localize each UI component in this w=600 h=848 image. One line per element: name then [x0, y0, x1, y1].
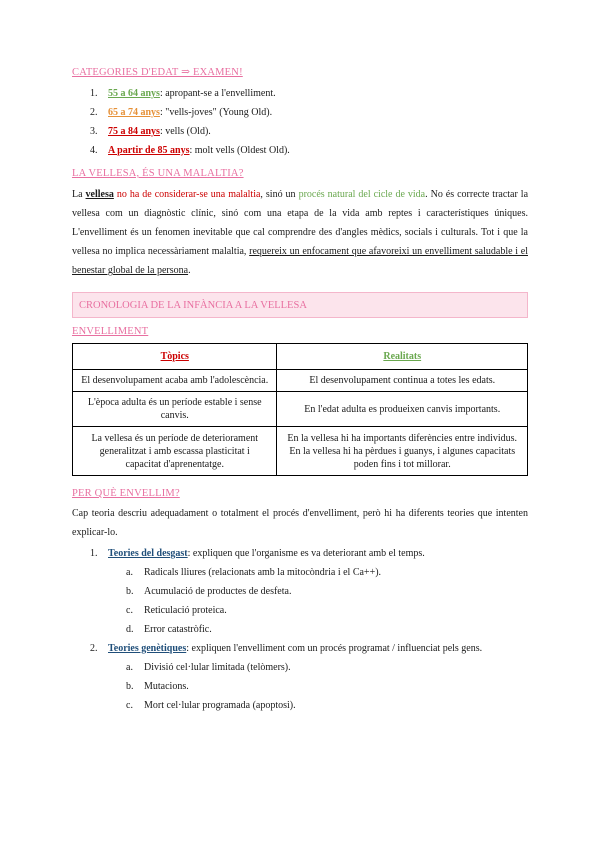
vellesa-heading: LA VELLESA, ÉS UNA MALALTIA? [72, 168, 244, 179]
theory-label: Teories genètiques [108, 643, 187, 654]
topics-realities-table [72, 343, 528, 476]
envelliment-heading: ENVELLIMENT [72, 326, 149, 337]
age-range-label: A partir de 85 anys [108, 145, 190, 156]
categories-heading: CATEGORIES D'EDAT ⇒ EXAMEN! [72, 67, 243, 78]
header-topics: Tòpics [73, 344, 277, 370]
list-item: 1. Teories del desgast: expliquen que l'organisme es va deteriorant amb el temps. [90, 548, 425, 559]
document-page [72, 66, 528, 715]
table-cell: L'època adulta és un període estable i sense canvis. [73, 392, 277, 427]
list-item: c. Mort cel·lular programada (apoptosi). [126, 700, 296, 711]
theory-sublist [72, 658, 528, 715]
list-item: a. Divisió cel·lular limitada (telòmers). [126, 662, 291, 673]
table-cell: El desenvolupament continua a totes les edats. [277, 370, 528, 392]
list-item: 4. A partir de 85 anys: molt vells (Oldest Old). [90, 145, 290, 156]
list-item: 1. 55 a 64 anys: apropant-se a l'envelliment. [90, 88, 276, 99]
table-cell: En l'edat adulta es produeixen canvis importants. [277, 392, 528, 427]
perque-intro: Cap teoria descriu adequadament o totalment el procés d'envelliment, però hi ha diferents teories que intenten explicar-lo. [72, 508, 528, 538]
list-item: b. Acumulació de productes de desfeta. [126, 586, 292, 597]
list-item: 2. Teories genètiques: expliquen l'envelliment com un procés programat / influenciat pels gens. [90, 643, 483, 654]
age-range-label: 75 a 84 anys [108, 126, 160, 137]
list-item: b. Mutacions. [126, 681, 189, 692]
theory-sublist [72, 563, 528, 639]
table-header-row [73, 344, 528, 370]
table-row [73, 370, 528, 392]
list-item: 3. 75 a 84 anys: vells (Old). [90, 126, 211, 137]
perque-heading: PER QUÈ ENVELLIM? [72, 488, 180, 499]
list-item: c. Reticulació proteica. [126, 605, 227, 616]
theory-label: Teories del desgast [108, 548, 188, 559]
banner-title: CRONOLOGIA DE LA INFÀNCIA A LA VELLESA [79, 299, 307, 311]
list-item: 2. 65 a 74 anys: "vells-joves" (Young Old). [90, 107, 273, 118]
list-item: d. Error catastròfic. [126, 624, 212, 635]
table-row [73, 392, 528, 427]
table-cell: En la vellesa hi ha importants diferències entre individus. En la vellesa hi ha pèrdues i guanys, i algunes capacitats poden fins i tot millorar. [277, 427, 528, 476]
table-row [73, 427, 528, 476]
table-cell: El desenvolupament acaba amb l'adolescència. [73, 370, 277, 392]
theories-list [72, 639, 528, 658]
theories-list [72, 544, 528, 563]
section-banner [72, 292, 528, 318]
table-cell: La vellesa és un període de deteriorament generalitzat i amb escassa plasticitat i capacitat d'aprenentatge. [73, 427, 277, 476]
age-range-label: 65 a 74 anys [108, 107, 160, 118]
list-item: a. Radicals lliures (relacionats amb la mitocòndria i el Ca++). [126, 567, 382, 578]
categories-list [72, 84, 528, 160]
vellesa-paragraph: La vellesa no ha de considerar-se una malaltia, sinó un procés natural del cicle de vida. No és correcte tractar la vellesa com un diagnòstic clínic, sinó com una etapa de la vida amb reptes i característiques úniques. L'envelliment és un fenomen inevitable que cal comprendre des d'angles mèdics, socials i culturals. Tot i que la vellesa no implica necessàriament malaltia, requereix un enfocament que afavoreixi un envelliment saludable i el benestar global de la persona. [72, 189, 529, 276]
age-range-label: 55 a 64 anys [108, 88, 160, 99]
header-realities: Realitats [277, 344, 528, 370]
